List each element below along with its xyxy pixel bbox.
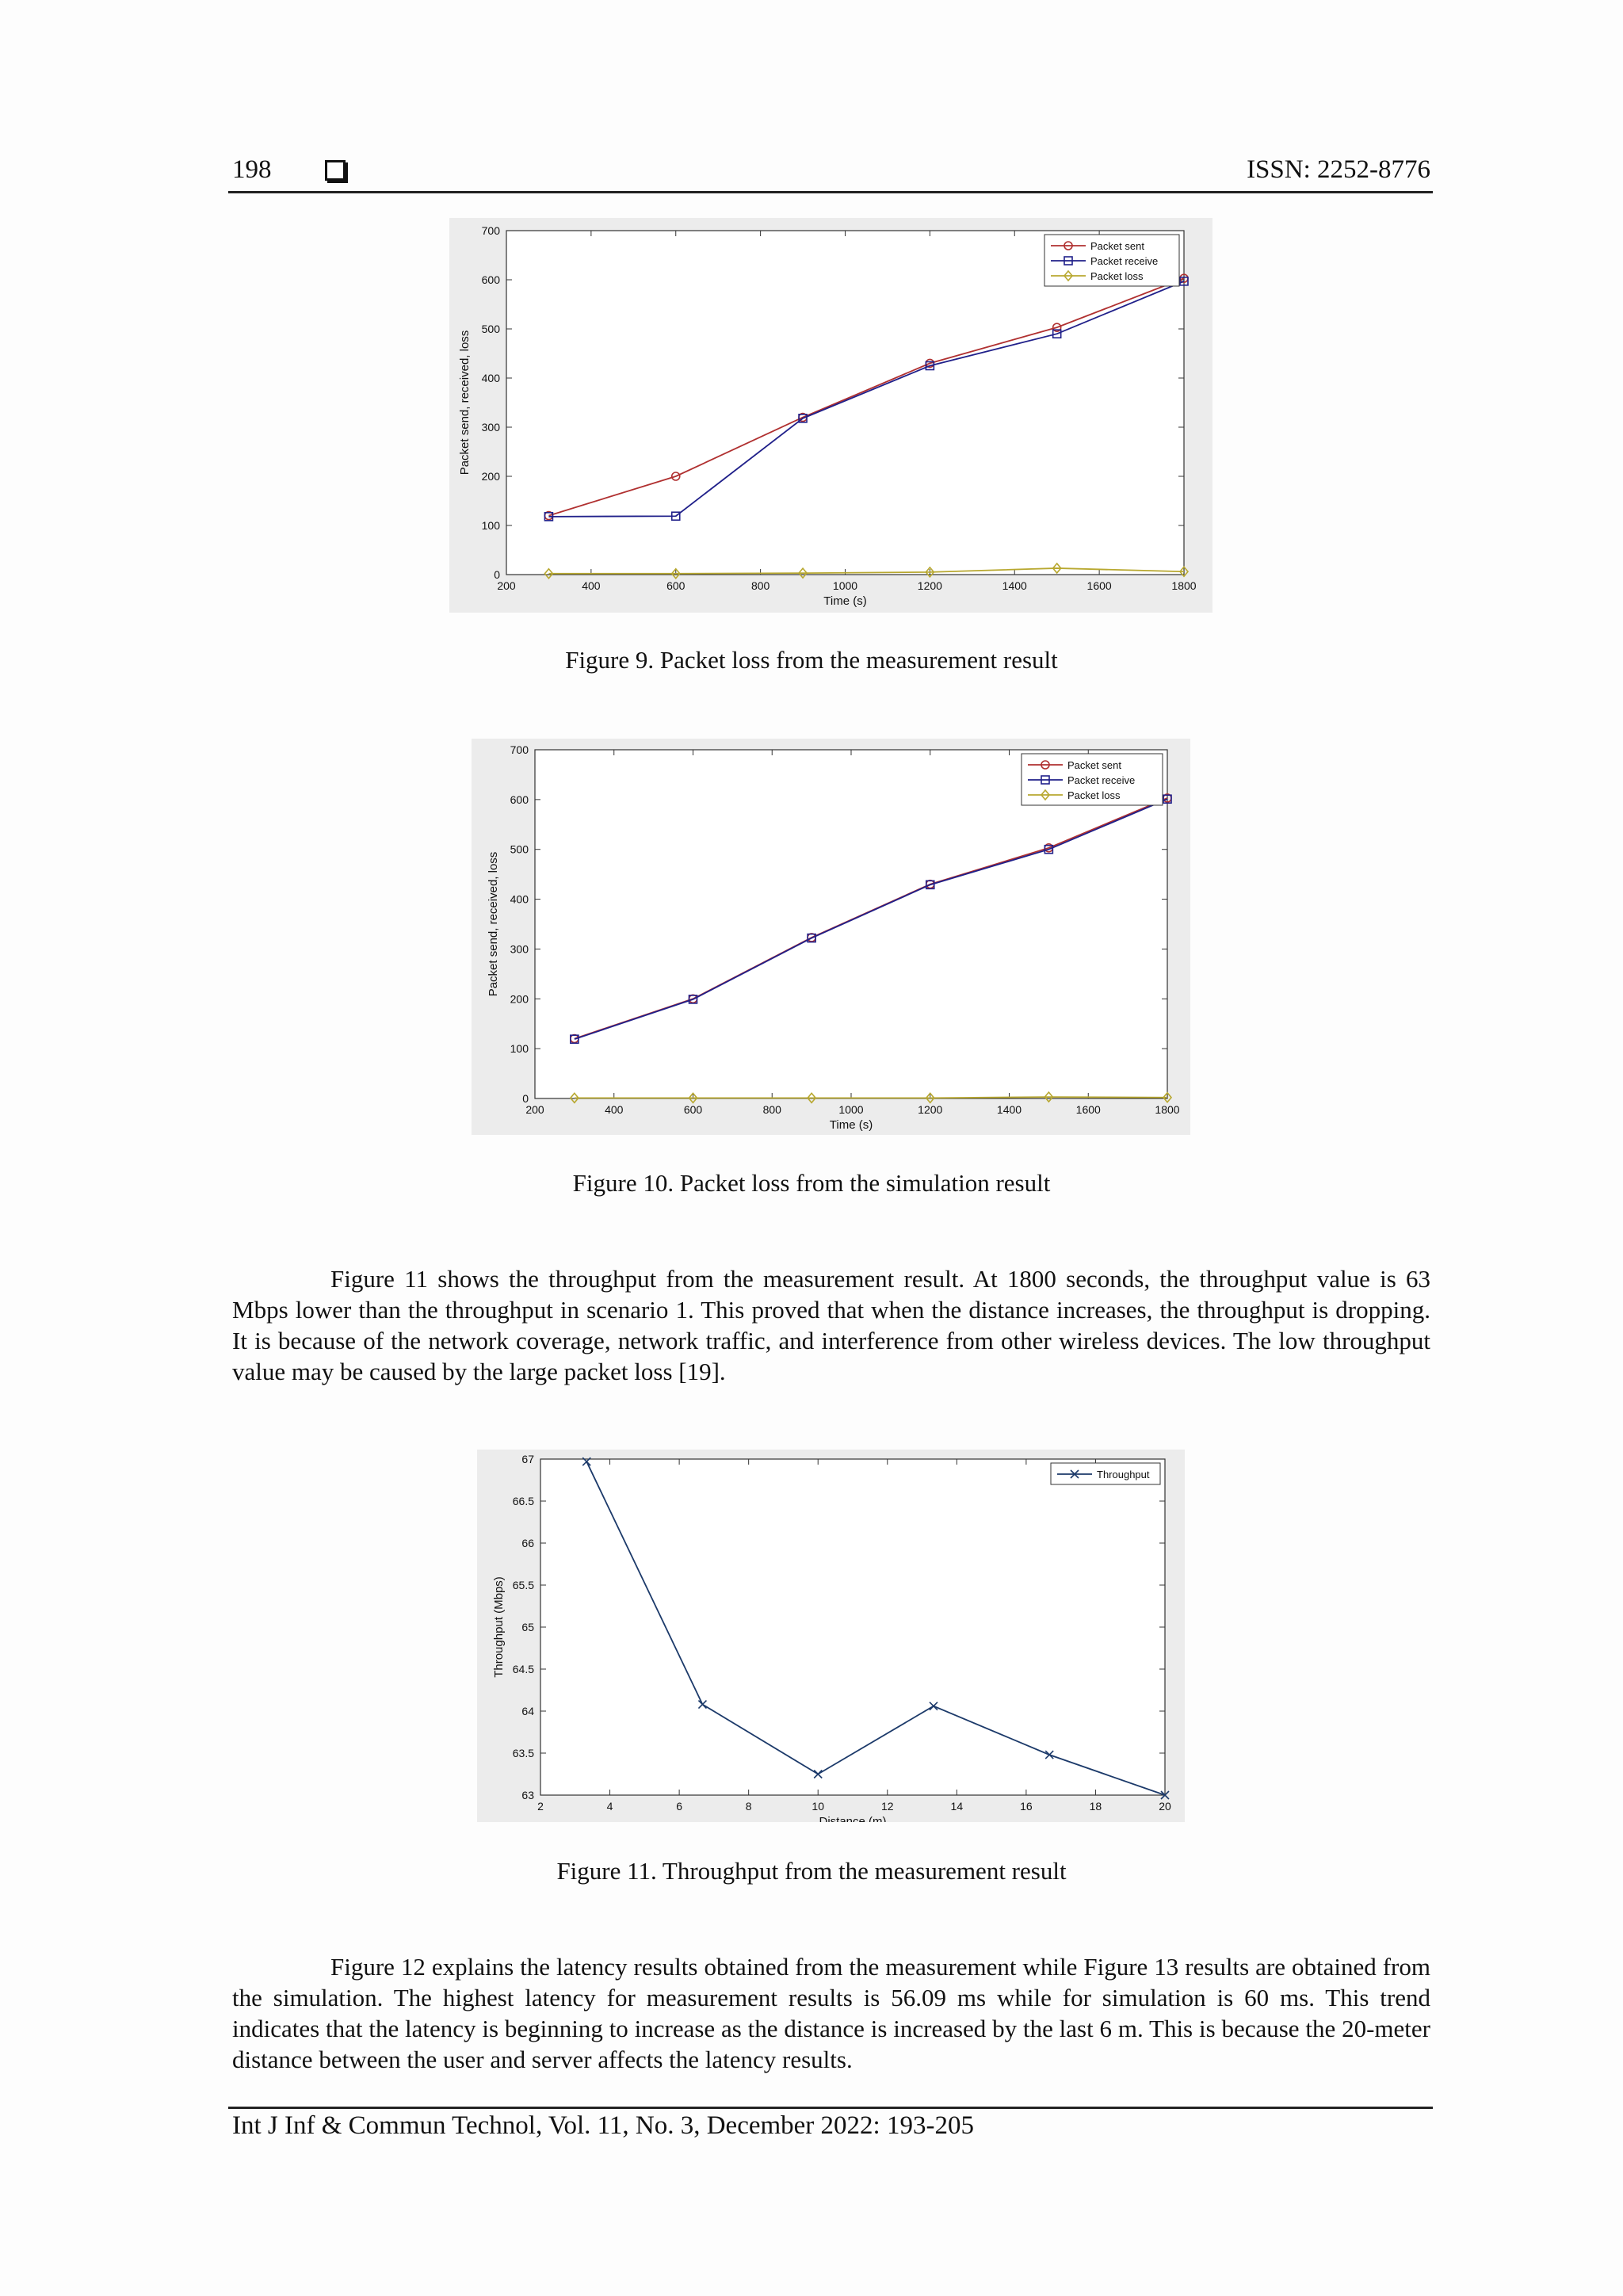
x-tick-label: 600 xyxy=(683,1103,703,1116)
figure-11-caption: Figure 11. Throughput from the measurement result xyxy=(556,1857,1067,1885)
x-tick-label: 600 xyxy=(666,579,685,592)
y-tick-label: 63 xyxy=(521,1789,534,1801)
x-tick-label: 1800 xyxy=(1171,579,1197,592)
y-tick-label: 400 xyxy=(481,372,500,384)
legend xyxy=(1022,754,1163,805)
figure-9 xyxy=(449,218,1212,613)
y-tick-label: 200 xyxy=(481,470,500,483)
x-tick-label: 1400 xyxy=(1002,579,1027,592)
legend-label: Packet receive xyxy=(1067,774,1136,786)
x-tick-label: 200 xyxy=(497,579,516,592)
y-tick-label: 100 xyxy=(510,1042,529,1056)
issn: ISSN: 2252-8776 xyxy=(1247,155,1430,184)
y-tick-label: 500 xyxy=(481,323,500,335)
y-tick-label: 400 xyxy=(510,892,529,906)
body-paragraph-1: Figure 11 shows the throughput from the measurement result. At 1800 seconds, the throughput value is 63 Mbps lower than the throughput in scenario 1. This proved that when the distance increases, the throughput is dropping. It is because of the network coverage, network traffic, and interference from other wireless devices. The low throughput value may be caused by the large packet loss [19]. xyxy=(232,1265,1430,1385)
y-tick-label: 67 xyxy=(521,1453,534,1465)
legend-label: Throughput xyxy=(1097,1469,1150,1480)
x-tick-label: 8 xyxy=(745,1800,752,1813)
x-tick-label: 400 xyxy=(582,579,601,592)
x-tick-label: 1400 xyxy=(996,1103,1022,1116)
plot-area xyxy=(540,1459,1165,1795)
figure-10 xyxy=(472,739,1190,1135)
legend-label: Packet sent xyxy=(1090,240,1144,252)
x-tick-label: 800 xyxy=(750,579,770,592)
x-tick-label: 6 xyxy=(676,1800,683,1813)
y-tick-label: 64.5 xyxy=(512,1663,534,1675)
figure-10-caption: Figure 10. Packet loss from the simulation result xyxy=(572,1169,1051,1197)
y-tick-label: 66.5 xyxy=(512,1495,534,1507)
legend-label: Packet receive xyxy=(1090,255,1159,267)
x-tick-label: 400 xyxy=(605,1103,624,1116)
x-tick-label: 1800 xyxy=(1155,1103,1180,1116)
y-tick-label: 300 xyxy=(481,421,500,434)
y-tick-label: 63.5 xyxy=(512,1747,534,1759)
x-tick-label: 200 xyxy=(525,1103,544,1116)
y-axis-label: Throughput (Mbps) xyxy=(492,1576,506,1678)
body-paragraph-2: Figure 12 explains the latency results obtained from the measurement while Figure 13 results are obtained from the simulation. The highest latency for measurement results is 56.09 ms while for simulation is 60 ms. This trend indicates that the latency is beginning to increase as the distance is increased by the last 6 m. This is because the 20-meter distance between the user and server affects the latency results. xyxy=(232,1953,1430,2073)
legend xyxy=(1044,235,1179,286)
x-tick-label: 1000 xyxy=(832,579,858,592)
y-tick-label: 700 xyxy=(481,224,500,237)
y-tick-label: 65 xyxy=(521,1621,534,1633)
figure-9-chart xyxy=(449,218,1212,613)
x-tick-label: 800 xyxy=(762,1103,781,1116)
y-tick-label: 300 xyxy=(510,942,529,956)
header-rule xyxy=(228,191,1433,193)
figure-11 xyxy=(477,1450,1185,1822)
y-tick-label: 0 xyxy=(494,568,500,581)
x-tick-label: 4 xyxy=(606,1800,613,1813)
x-tick-label: 1200 xyxy=(917,579,942,592)
y-tick-label: 0 xyxy=(522,1092,529,1105)
legend-label: Packet sent xyxy=(1067,759,1121,771)
x-axis-label: Time (s) xyxy=(829,1118,873,1132)
x-tick-label: 12 xyxy=(880,1800,894,1813)
checkbox-square-icon xyxy=(325,160,346,181)
x-tick-label: 18 xyxy=(1089,1800,1102,1813)
y-tick-label: 600 xyxy=(510,793,529,806)
legend xyxy=(1051,1463,1160,1484)
y-tick-label: 64 xyxy=(521,1705,534,1717)
y-axis-label: Packet send, received, loss xyxy=(458,330,472,476)
figure-10-chart xyxy=(472,739,1190,1135)
y-tick-label: 100 xyxy=(481,519,500,532)
footer-rule xyxy=(228,2107,1433,2109)
footer-citation: Int J Inf & Commun Technol, Vol. 11, No. 3, December 2022: 193-205 xyxy=(232,2111,974,2140)
y-axis-label: Packet send, received, loss xyxy=(487,851,500,997)
legend-label: Packet loss xyxy=(1067,789,1121,801)
x-axis-label: Time (s) xyxy=(823,594,867,608)
x-tick-label: 20 xyxy=(1159,1800,1171,1813)
y-tick-label: 66 xyxy=(521,1537,534,1549)
legend-label: Packet loss xyxy=(1090,270,1144,282)
page-number: 198 xyxy=(232,155,272,184)
x-tick-label: 1600 xyxy=(1075,1103,1101,1116)
x-tick-label: 16 xyxy=(1020,1800,1033,1813)
figure-9-caption: Figure 9. Packet loss from the measurement result xyxy=(565,646,1058,674)
x-tick-label: 1600 xyxy=(1086,579,1112,592)
x-tick-label: 10 xyxy=(812,1800,825,1813)
x-tick-label: 1200 xyxy=(918,1103,943,1116)
x-tick-label: 1000 xyxy=(838,1103,864,1116)
x-tick-label: 14 xyxy=(950,1800,964,1813)
y-tick-label: 500 xyxy=(510,842,529,856)
y-tick-label: 700 xyxy=(510,743,529,756)
y-tick-label: 600 xyxy=(481,273,500,286)
x-axis-label: Distance (m) xyxy=(819,1815,887,1822)
y-tick-label: 65.5 xyxy=(512,1579,534,1591)
x-tick-label: 2 xyxy=(537,1800,544,1813)
y-tick-label: 200 xyxy=(510,992,529,1006)
figure-11-chart xyxy=(477,1450,1185,1822)
